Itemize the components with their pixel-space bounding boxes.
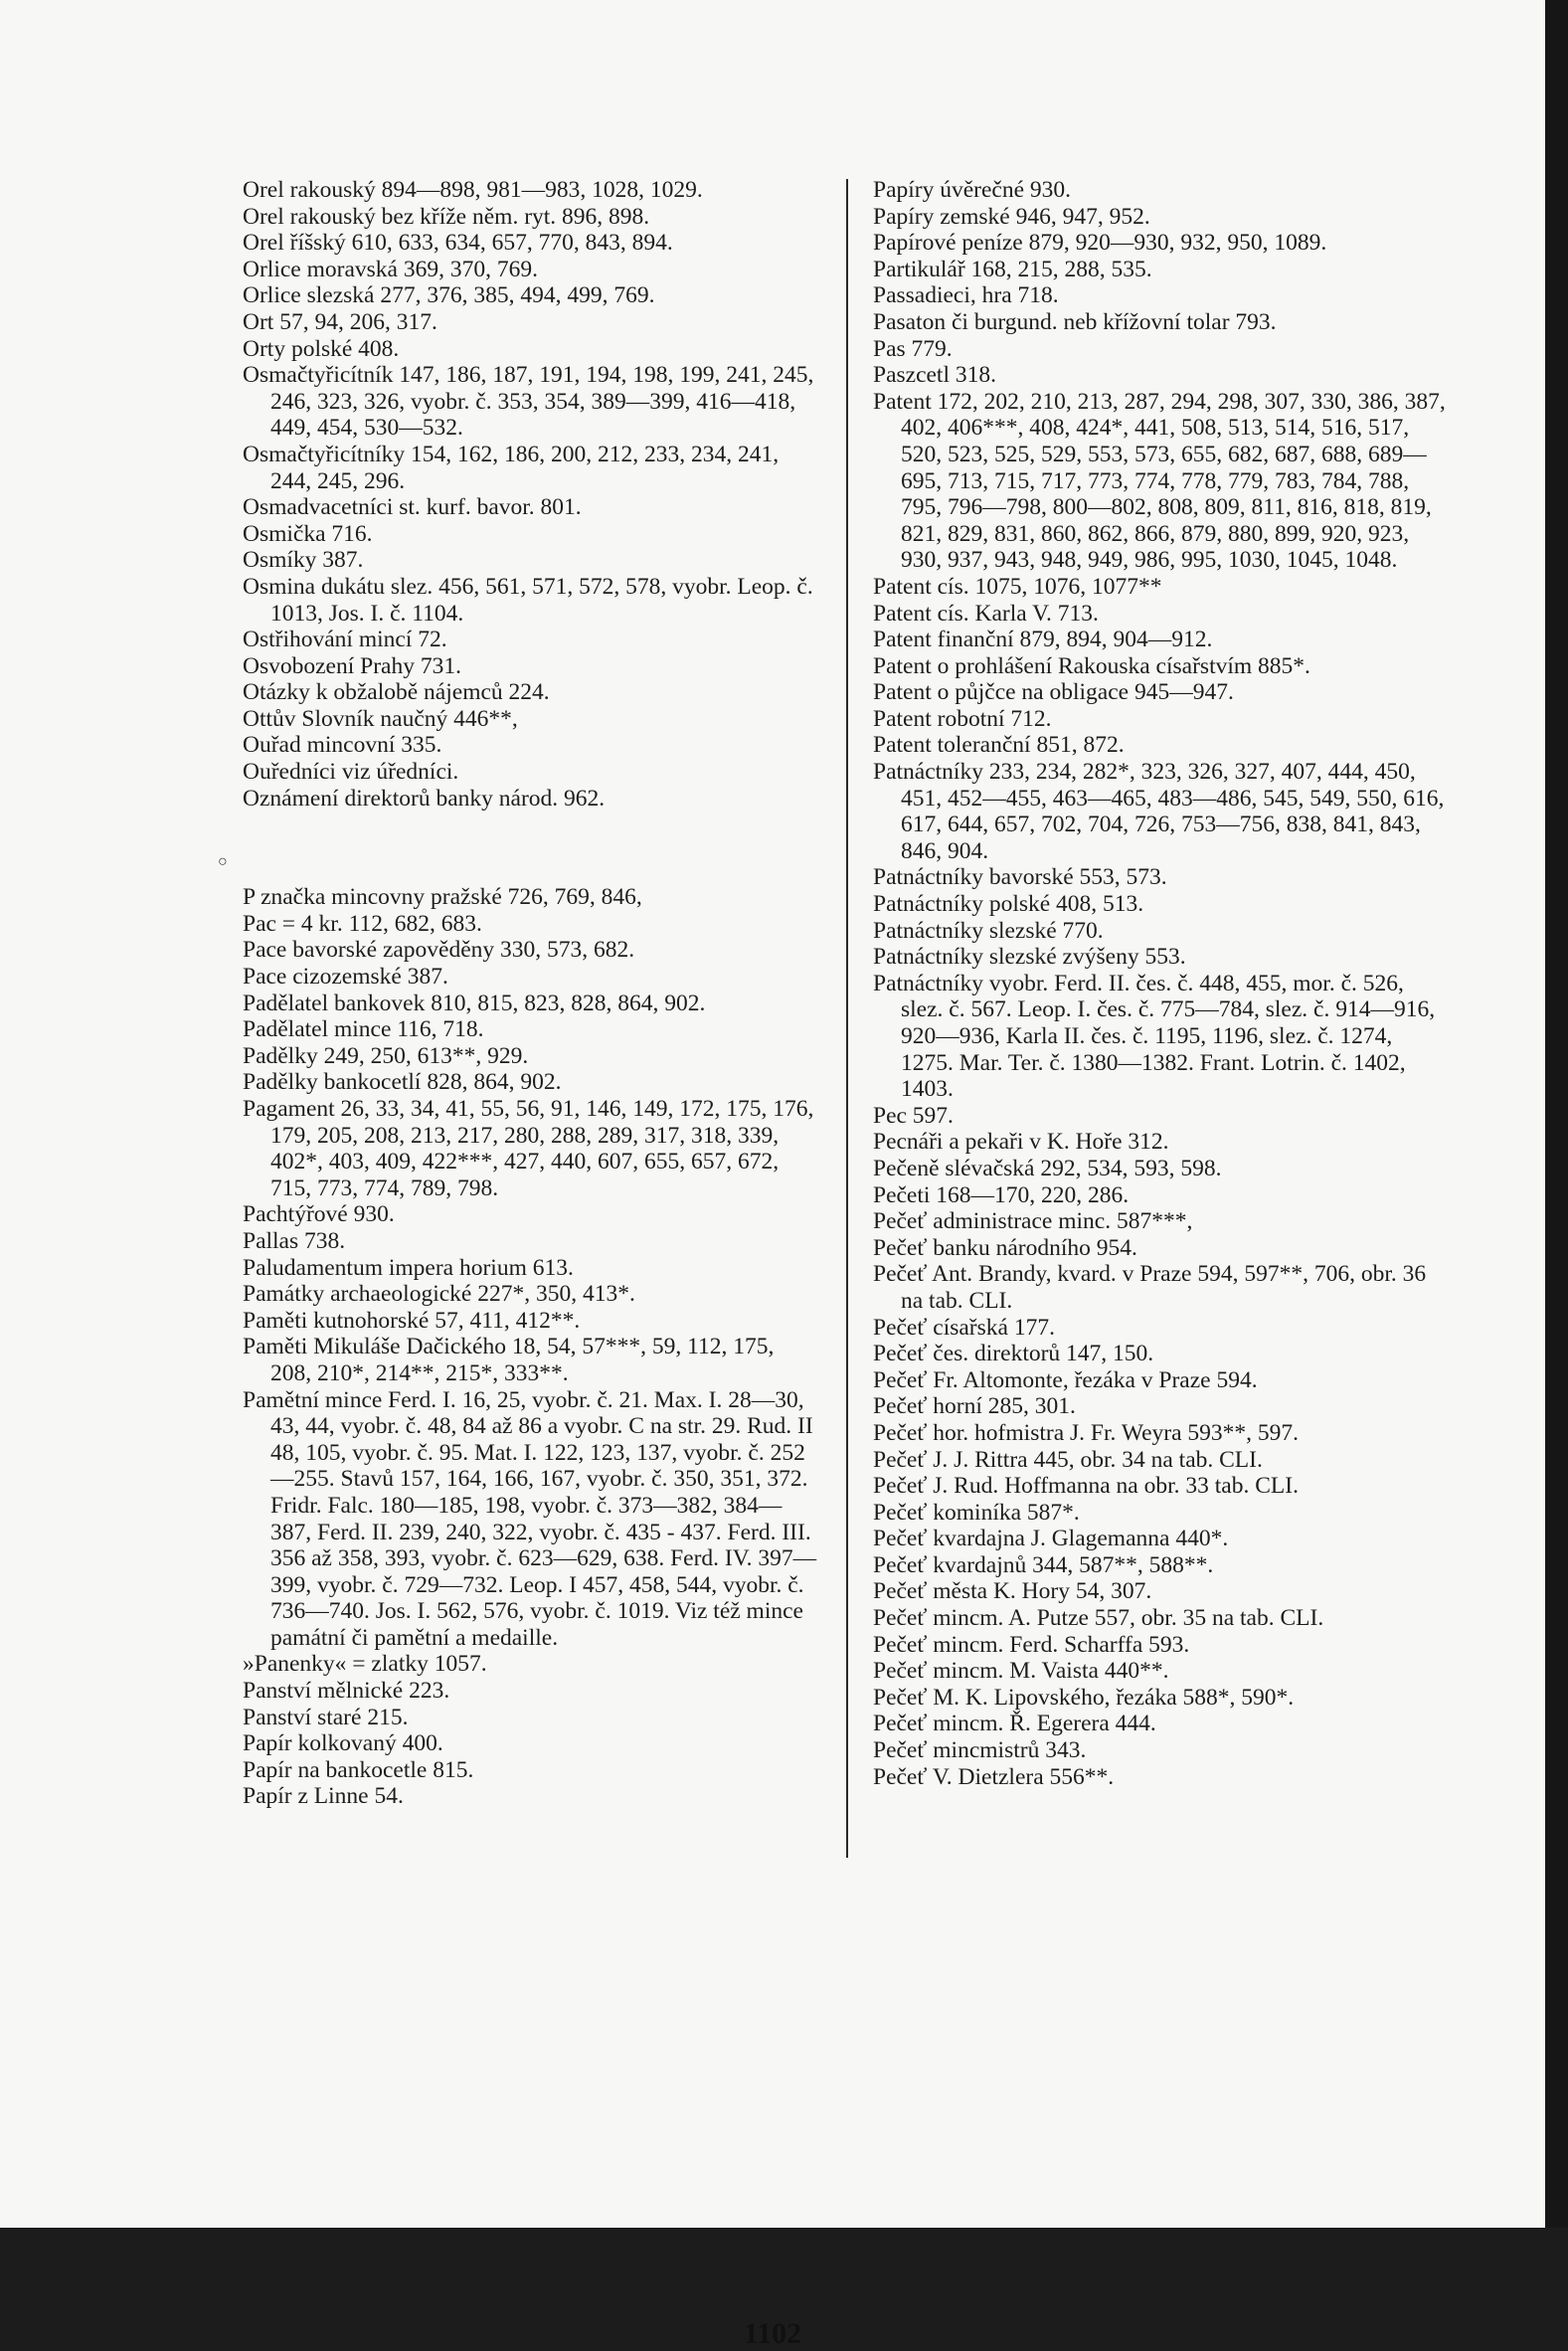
index-column-right bbox=[873, 177, 1450, 1790]
index-entry: Pečeť města K. Hory 54, 307. bbox=[873, 1578, 1152, 1605]
index-entry: Panství mělnické 223. bbox=[243, 1678, 450, 1705]
index-entry: Pečeť císařská 177. bbox=[873, 1314, 1055, 1341]
index-entry: Orlice moravská 369, 370, 769. bbox=[243, 256, 538, 282]
index-entry: Ort 57, 94, 206, 317. bbox=[243, 308, 437, 335]
index-entry: Panství staré 215. bbox=[243, 1704, 409, 1730]
index-entry: Orlice slezská 277, 376, 385, 494, 499, 769. bbox=[243, 282, 655, 309]
index-entry: Pečeť mincm. Ř. Egerera 444. bbox=[873, 1711, 1156, 1737]
index-entry: Patnáctníky 233, 234, 282*, 323, 326, 327, 407, 444, 450, 451, 452—455, 463—465, 483—486, 545, 549, 550, 616, 617, 644, 657, 702, 704, 726, 753—756, 838, 841, 843, 846, 904. bbox=[873, 759, 1445, 864]
index-entry: Pečeť hor. hofmistra J. Fr. Weyra 593**, 597. bbox=[873, 1419, 1300, 1446]
index-entry: Osmačtyřicítníky 154, 162, 186, 200, 212, 233, 234, 241, 244, 245, 296. bbox=[243, 441, 780, 494]
index-entry: Osmadvacetníci st. kurf. bavor. 801. bbox=[243, 494, 582, 521]
index-entry: Osmička 716. bbox=[243, 520, 373, 547]
index-entry: Pečeť čes. direktorů 147, 150. bbox=[873, 1341, 1154, 1367]
index-entry: Osmačtyřicítník 147, 186, 187, 191, 194, 198, 199, 241, 245, 246, 323, 326, vyobr. č. 353, 354, 389—399, 416—418, 449, 454, 530—532. bbox=[243, 362, 814, 442]
page-number: 1102 bbox=[743, 2317, 802, 2350]
index-entry: Pečeť M. K. Lipovského, řezáka 588*, 590*. bbox=[873, 1684, 1295, 1711]
index-entry: Papíry zemské 946, 947, 952. bbox=[873, 203, 1150, 230]
index-entry: Patent o půjčce na obligace 945—947. bbox=[873, 679, 1234, 706]
index-entry: Pečeť mincm. Ferd. Scharffa 593. bbox=[873, 1631, 1190, 1658]
index-entry: Pečeť kominíka 587*. bbox=[873, 1499, 1080, 1526]
index-entry: Orel rakouský 894—898, 981—983, 1028, 1029. bbox=[243, 177, 703, 203]
index-entry: Pečeť kvardajnů 344, 587**, 588**. bbox=[873, 1551, 1214, 1578]
bullet-marker-icon: ○ bbox=[218, 853, 228, 870]
index-entry: Patnáctníky vyobr. Ferd. II. čes. č. 448, 455, mor. č. 526, slez. č. 567. Leop. I. čes. č. 775—784, slez. č. 914—916, 920—936, Karla II. čes. č. 1195, 1196, slez. č. 1274, 1275. Mar. Ter. č. 1380—1382. Frant. Lotrin. č. 1402, 1403. bbox=[873, 970, 1436, 1103]
index-entry: Paměti Mikuláše Dačického 18, 54, 57***, 59, 112, 175, 208, 210*, 214**, 215*, 333**. bbox=[243, 1334, 775, 1386]
index-entry: Oznámení direktorů banky národ. 962. bbox=[243, 785, 606, 812]
index-entry: Orty polské 408. bbox=[243, 335, 400, 362]
index-entry: Pečeť administrace minc. 587***, bbox=[873, 1208, 1193, 1235]
index-entry: Pečeti 168—170, 220, 286. bbox=[873, 1181, 1130, 1208]
index-entry: Pečeť Fr. Altomonte, řezáka v Praze 594. bbox=[873, 1366, 1258, 1393]
index-entry: Pečeť mincmistrů 343. bbox=[873, 1737, 1087, 1764]
index-entry: Pečeť kvardajna J. Glagemanna 440*. bbox=[873, 1526, 1229, 1552]
index-entry: Orel říšský 610, 633, 634, 657, 770, 843, 894. bbox=[243, 230, 673, 257]
index-entry: Pečeně slévačská 292, 534, 593, 598. bbox=[873, 1155, 1222, 1181]
index-entry: Ouřad mincovní 335. bbox=[243, 732, 442, 759]
index-entry: Papírové peníze 879, 920—930, 932, 950, 1089. bbox=[873, 230, 1327, 257]
scan-border bbox=[1545, 0, 1568, 2228]
index-entry: Pečeť banku národního 954. bbox=[873, 1234, 1137, 1261]
index-entry: Pečeť Ant. Brandy, kvard. v Praze 594, 597**, 706, obr. 36 na tab. CLI. bbox=[873, 1261, 1427, 1314]
index-entry: Pac = 4 kr. 112, 682, 683. bbox=[243, 910, 482, 937]
index-entry: Partikulář 168, 215, 288, 535. bbox=[873, 256, 1152, 282]
index-entry: Patnáctníky polské 408, 513. bbox=[873, 891, 1144, 918]
index-entry: Pace cizozemské 387. bbox=[243, 964, 448, 991]
index-column-left bbox=[243, 177, 819, 1810]
column-divider bbox=[846, 179, 848, 1858]
index-entry: Patent cís. 1075, 1076, 1077** bbox=[873, 573, 1162, 600]
index-entry: Patent 172, 202, 210, 213, 287, 294, 298, 307, 330, 386, 387, 402, 406***, 408, 424*, 441, 508, 513, 514, 516, 517, 520, 523, 525, 529, 553, 573, 655, 682, 687, 688, 689—695, 713, 715, 717, 773, 774, 778, 779, 783, 784, 788, 795, 796—798, 800—802, 808, 809, 811, 816, 818, 819, 821, 829, 831, 860, 862, 866, 879, 880, 899, 920, 923, 930, 937, 943, 948, 949, 986, 995, 1030, 1045, 1048. bbox=[873, 388, 1446, 574]
index-entry: Pečeť horní 285, 301. bbox=[873, 1393, 1076, 1420]
index-entry: Patnáctníky slezské zvýšeny 553. bbox=[873, 944, 1186, 971]
index-entry: Ouředníci viz úředníci. bbox=[243, 759, 459, 786]
index-entry: Pamětní mince Ferd. I. 16, 25, vyobr. č. 21. Max. I. 28—30, 43, 44, vyobr. č. 48, 84 až 86 a vyobr. C na str. 29. Rud. II 48, 105, vyobr. č. 95. Mat. I. 122, 123, 137, vyobr. č. 252—255. Stavů 157, 164, 166, 167, vyobr. č. 350, 351, 372. Fridr. Falc. 180—185, 198, vyobr. č. 373—382, 384—387, Ferd. II. 239, 240, 322, vyobr. č. 435 - 437. Ferd. III. 356 až 358, 393, vyobr. č. 623—629, 638. Ferd. IV. 397—399, vyobr. č. 729—732. Leop. I 457, 458, 544, vyobr. č. 736—740. Jos. I. 562, 576, vyobr. č. 1019. Viz též mince památní či pamětní a medaille. bbox=[243, 1386, 817, 1651]
index-entry: Papíry úvěrečné 930. bbox=[873, 177, 1072, 203]
index-entry: Patent cís. Karla V. 713. bbox=[873, 600, 1099, 627]
index-entry: Pallas 738. bbox=[243, 1227, 346, 1254]
index-entry: Padělatel bankovek 810, 815, 823, 828, 864, 902. bbox=[243, 990, 706, 1016]
index-entry: Pečeť mincm. A. Putze 557, obr. 35 na tab. CLI. bbox=[873, 1605, 1324, 1632]
index-entry: Pečeť J. J. Rittra 445, obr. 34 na tab. CLI. bbox=[873, 1446, 1263, 1473]
index-entry: Ottův Slovník naučný 446**, bbox=[243, 705, 518, 732]
index-entry: Padělky bankocetlí 828, 864, 902. bbox=[243, 1069, 562, 1096]
index-entry: Pas 779. bbox=[873, 335, 953, 362]
index-entry: Padělatel mince 116, 718. bbox=[243, 1016, 484, 1043]
index-entry: Patent finanční 879, 894, 904—912. bbox=[873, 627, 1213, 653]
index-entry: Pec 597. bbox=[873, 1102, 954, 1129]
index-entry: Patnáctníky slezské 770. bbox=[873, 917, 1104, 944]
section-gap bbox=[243, 835, 819, 861]
index-entry: Papír na bankocetle 815. bbox=[243, 1756, 474, 1783]
index-entry: Paszcetl 318. bbox=[873, 362, 996, 389]
index-entry: Pagament 26, 33, 34, 41, 55, 56, 91, 146, 149, 172, 175, 176, 179, 205, 208, 213, 217, 280, 288, 289, 317, 318, 339, 402*, 403, 409, 422***, 427, 440, 607, 655, 657, 672, 715, 773, 774, 789, 798. bbox=[243, 1096, 814, 1201]
index-entry: Památky archaeologické 227*, 350, 413*. bbox=[243, 1281, 635, 1308]
index-entry: Pečeť mincm. M. Vaista 440**. bbox=[873, 1658, 1169, 1685]
index-entry: Orel rakouský bez kříže něm. ryt. 896, 898. bbox=[243, 203, 650, 230]
index-entry: Papír z Linne 54. bbox=[243, 1783, 404, 1810]
index-entry: Paměti kutnohorské 57, 411, 412**. bbox=[243, 1307, 581, 1334]
index-entry: Patnáctníky bavorské 553, 573. bbox=[873, 864, 1167, 891]
index-entry: Padělky 249, 250, 613**, 929. bbox=[243, 1042, 529, 1069]
index-entry: Patent robotní 712. bbox=[873, 705, 1052, 732]
index-entry: Patent toleranční 851, 872. bbox=[873, 732, 1125, 759]
index-entry: Otázky k obžalobě nájemců 224. bbox=[243, 679, 550, 706]
index-entry: P značka mincovny pražské 726, 769, 846, bbox=[243, 884, 642, 911]
index-entry: Pecnáři a pekaři v K. Hoře 312. bbox=[873, 1129, 1169, 1156]
index-entry: Pachtýřové 930. bbox=[243, 1201, 395, 1228]
index-entry: Passadieci, hra 718. bbox=[873, 282, 1059, 309]
index-entry: Ostřihování mincí 72. bbox=[243, 627, 447, 653]
index-entry: Pečeť J. Rud. Hoffmanna na obr. 33 tab. CLI. bbox=[873, 1473, 1299, 1500]
index-entry: »Panenky« = zlatky 1057. bbox=[243, 1651, 487, 1678]
index-entry: Papír kolkovaný 400. bbox=[243, 1730, 443, 1757]
index-entry: Paludamentum impera horium 613. bbox=[243, 1254, 574, 1281]
index-entry: Osvobození Prahy 731. bbox=[243, 652, 461, 679]
index-entry: Osmina dukátu slez. 456, 561, 571, 572, 578, vyobr. Leop. č. 1013, Jos. I. č. 1104. bbox=[243, 573, 813, 627]
index-entry: Patent o prohlášení Rakouska císařstvím 885*. bbox=[873, 652, 1310, 679]
index-entry: Pečeť V. Dietzlera 556**. bbox=[873, 1763, 1115, 1790]
index-entry: Pace bavorské zapověděny 330, 573, 682. bbox=[243, 937, 635, 964]
index-entry: Pasaton či burgund. neb křížovní tolar 793. bbox=[873, 308, 1277, 335]
index-entry: Osmíky 387. bbox=[243, 547, 364, 574]
